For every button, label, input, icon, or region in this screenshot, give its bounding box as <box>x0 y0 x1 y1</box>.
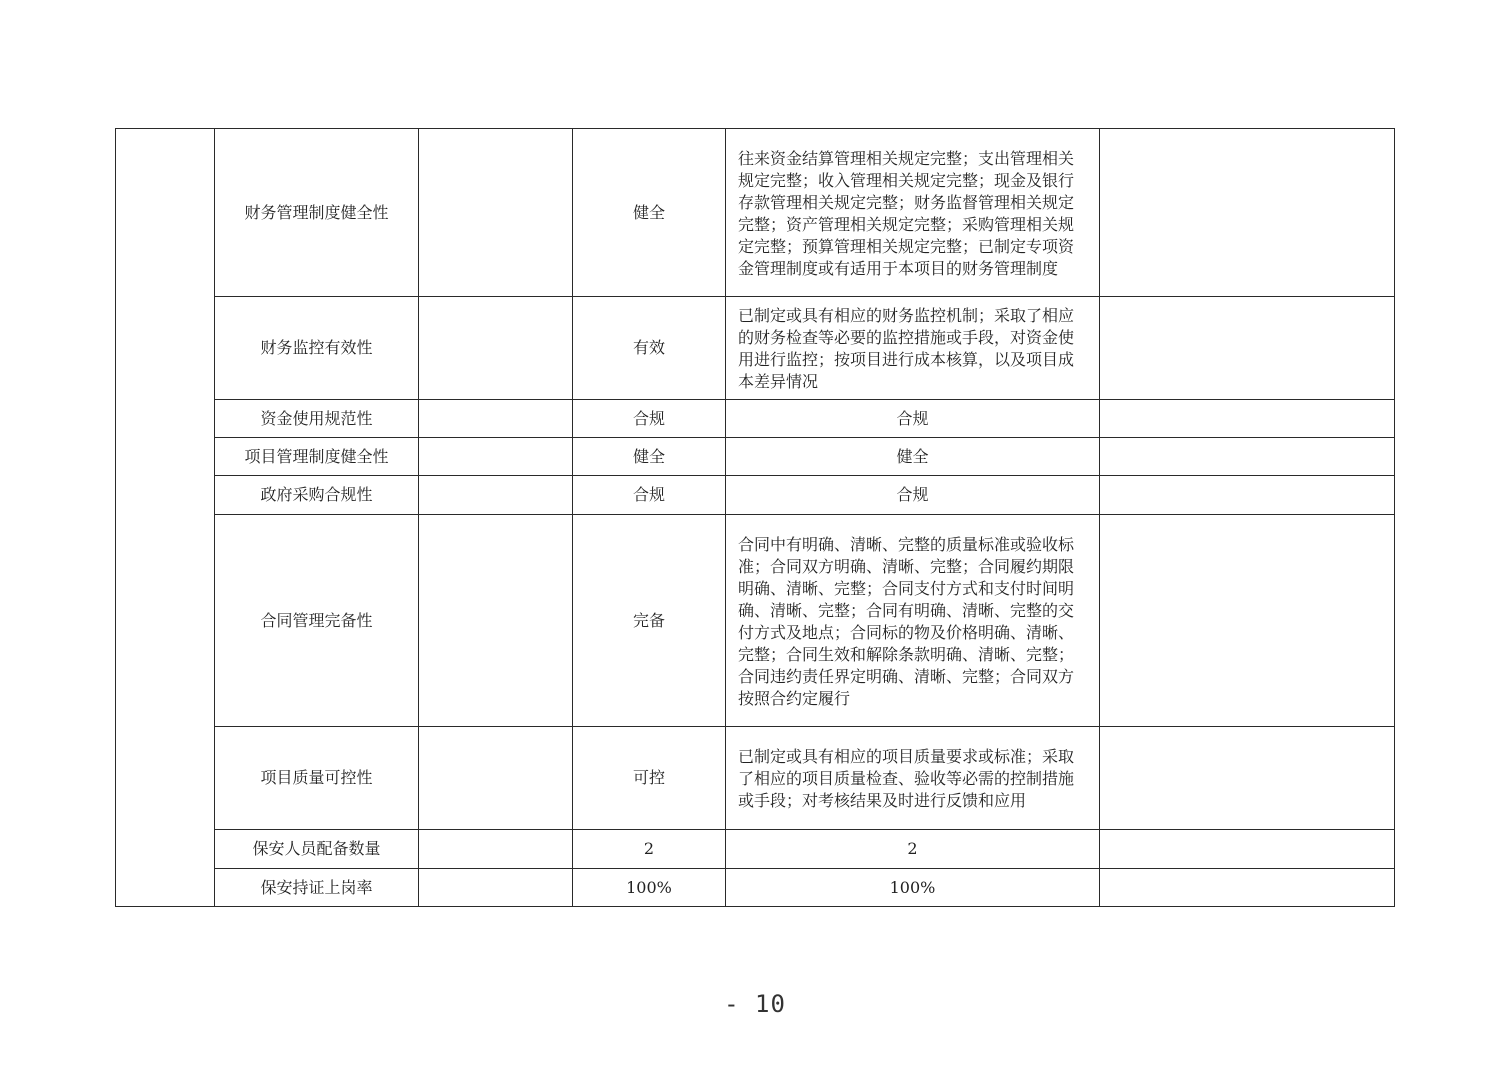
target-value-cell: 完备 <box>573 515 726 727</box>
index-value-cell <box>419 869 573 907</box>
actual-value-text: 已制定或具有相应的项目质量要求或标准；采取了相应的项目质量检查、验收等必需的控制措施或手段；对考核结果及时进行反馈和应用 <box>738 747 1075 810</box>
table-row <box>116 830 1395 869</box>
target-value-cell: 2 <box>573 830 726 869</box>
target-value-cell: 有效 <box>573 297 726 400</box>
index-value-cell <box>419 297 573 400</box>
actual-value-cell: 合规 <box>726 476 1100 515</box>
table-row <box>116 515 1395 727</box>
actual-value-cell <box>726 129 1100 297</box>
index-value-cell <box>419 727 573 830</box>
indicator-cell: 财务管理制度健全性 <box>215 129 419 297</box>
target-value-cell: 健全 <box>573 438 726 476</box>
index-value-cell <box>419 476 573 515</box>
note-cell <box>1100 830 1395 869</box>
indicator-cell: 政府采购合规性 <box>215 476 419 515</box>
indicator-cell: 项目管理制度健全性 <box>215 438 419 476</box>
note-cell <box>1100 438 1395 476</box>
actual-value-cell <box>726 297 1100 400</box>
note-cell <box>1100 129 1395 297</box>
note-cell <box>1100 297 1395 400</box>
note-cell <box>1100 869 1395 907</box>
actual-value-cell: 2 <box>726 830 1100 869</box>
table-row <box>116 476 1395 515</box>
target-value-cell: 可控 <box>573 727 726 830</box>
actual-value-text: 已制定或具有相应的财务监控机制；采取了相应的财务检查等必要的监控措施或手段，对资金使用进行监控；按项目进行成本核算，以及项目成本差异情况 <box>738 306 1075 391</box>
note-cell <box>1100 727 1395 830</box>
index-value-cell <box>419 129 573 297</box>
actual-value-text: 合同中有明确、清晰、完整的质量标准或验收标准；合同双方明确、清晰、完整；合同履约期限明确、清晰、完整；合同支付方式和支付时间明确、清晰、完整；合同有明确、清晰、完整的交付方式及地点；合同标的物及价格明确、清晰、完整；合同生效和解除条款明确、清晰、完整；合同违约责任界定明确、清晰、完整；合同双方按照合约定履行 <box>738 534 1075 708</box>
table-row <box>116 400 1395 438</box>
actual-value-cell: 健全 <box>726 438 1100 476</box>
indicator-cell: 财务监控有效性 <box>215 297 419 400</box>
index-value-cell <box>419 438 573 476</box>
target-value-cell: 100% <box>573 869 726 907</box>
table-row <box>116 727 1395 830</box>
table-row <box>116 297 1395 400</box>
index-value-cell <box>419 515 573 727</box>
target-value-cell: 合规 <box>573 400 726 438</box>
actual-value-cell: 100% <box>726 869 1100 907</box>
note-cell <box>1100 400 1395 438</box>
note-cell <box>1100 476 1395 515</box>
page-number: - 10 <box>724 990 786 1018</box>
indicator-cell: 合同管理完备性 <box>215 515 419 727</box>
indicator-cell: 项目质量可控性 <box>215 727 419 830</box>
actual-value-cell: 合规 <box>726 400 1100 438</box>
note-cell <box>1100 515 1395 727</box>
indicator-cell: 资金使用规范性 <box>215 400 419 438</box>
table-row <box>116 129 1395 297</box>
index-value-cell <box>419 830 573 869</box>
table-row <box>116 438 1395 476</box>
category-cell <box>116 129 215 907</box>
index-value-cell <box>419 400 573 438</box>
indicator-cell: 保安人员配备数量 <box>215 830 419 869</box>
indicator-cell: 保安持证上岗率 <box>215 869 419 907</box>
actual-value-cell <box>726 515 1100 727</box>
target-value-cell: 合规 <box>573 476 726 515</box>
actual-value-text: 往来资金结算管理相关规定完整；支出管理相关规定完整；收入管理相关规定完整；现金及银行存款管理相关规定完整；财务监督管理相关规定完整；资产管理相关规定完整；采购管理相关规定完整；预算管理相关规定完整；已制定专项资金管理制度或有适用于本项目的财务管理制度 <box>738 148 1075 278</box>
performance-evaluation-table <box>115 128 1395 907</box>
actual-value-cell <box>726 727 1100 830</box>
target-value-cell: 健全 <box>573 129 726 297</box>
table-row <box>116 869 1395 907</box>
